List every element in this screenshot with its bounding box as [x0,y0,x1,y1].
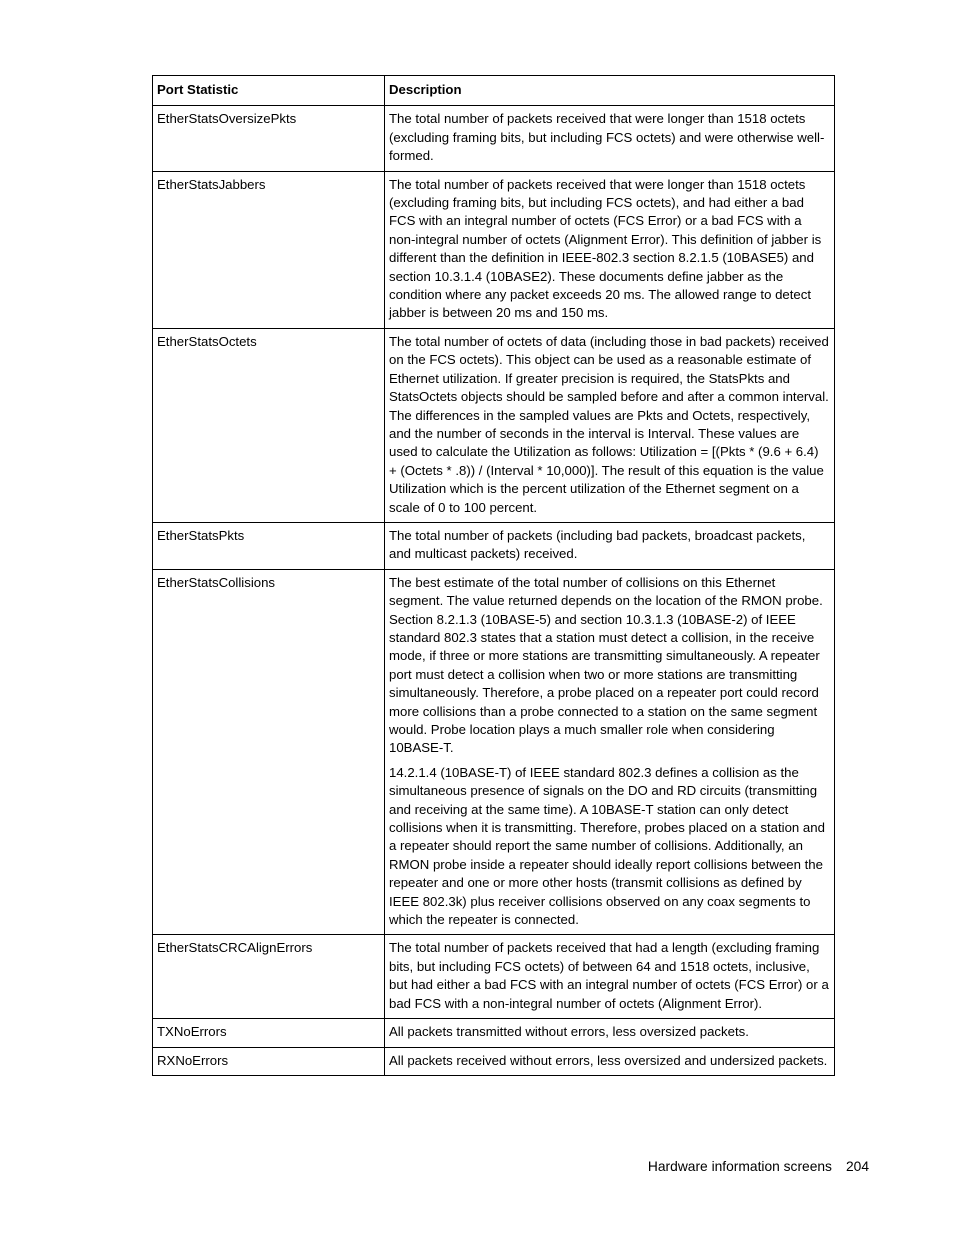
description-paragraph: The total number of packets (including bad packets, broadcast packets, and multicast packets) received. [389,527,806,562]
statistic-name: RXNoErrors [153,1047,385,1075]
column-header-port-statistic: Port Statistic [153,76,385,106]
table-row [153,1047,835,1075]
page-number: 204 [845,1159,869,1174]
footer-section-title: Hardware information screens [647,1159,832,1174]
statistic-name: TXNoErrors [153,1019,385,1047]
description-paragraph: The total number of packets received that were longer than 1518 octets (excluding framing bits, but including FCS octets), and had either a bad FCS with an integral number of octets (FCS Error) or a bad FCS with a non-integral number of octets (Alignment Error). This definition of jabber is different than the definition in IEEE-802.3 section 8.2.1.5 (10BASE5) and section 10.3.1.4 (10BASE2). These documents define jabber as the condition where any packet exceeds 20 ms. The allowed range to detect jabber is between 20 ms and 150 ms. [389,176,822,321]
statistic-description [385,171,835,328]
table-row [153,106,835,171]
table-row [153,522,835,569]
statistic-description [385,935,835,1019]
description-paragraph: The total number of packets received that had a length (excluding framing bits, but including FCS octets) of between 64 and 1518 octets, inclusive, but had either a bad FCS with an integral number of octets (FCS Error) or a bad FCS with a non-integral number of octets (Alignment Error). [389,940,829,1011]
statistic-description [385,106,835,171]
statistic-description [385,1047,835,1075]
description-paragraph: All packets transmitted without errors, less oversized packets. [389,1024,749,1040]
table-row [153,935,835,1019]
column-header-description: Description [385,76,835,106]
description-paragraph: All packets received without errors, less oversized and undersized packets. [389,1052,828,1068]
statistic-name: EtherStatsOctets [153,328,385,522]
statistic-description [385,328,835,522]
table-header-row [153,76,835,106]
statistic-name: EtherStatsJabbers [153,171,385,328]
statistic-name: EtherStatsPkts [153,522,385,569]
table-row [153,171,835,328]
table-row [153,1019,835,1047]
statistic-description [385,569,835,935]
description-paragraph: The total number of octets of data (including those in bad packets) received on the FCS octets). This object can be used as a reasonable estimate of Ethernet utilization. If greater precision is required, the StatsPkts and StatsOctets objects should be sampled before and after a common interval. The differences in the sampled values are Pkts and Octets, respectively, and the number of seconds in the interval is Interval. These values are used to calculate the Utilization as follows: Utilization = [(Pkts * (9.6 + 6.4) + (Octets * .8)) / (Interval * 10,000)]. The result of this equation is the value Utilization which is the percent utilization of the Ethernet segment on a scale of 0 to 100 percent. [389,333,829,515]
port-statistics-table [152,75,835,1076]
page-footer [648,1159,869,1174]
description-paragraph: The total number of packets received that were longer than 1518 octets (excluding framing bits, but including FCS octets) and were otherwise well-formed. [389,111,825,164]
statistic-name: EtherStatsCRCAlignErrors [153,935,385,1019]
statistic-name: EtherStatsOversizePkts [153,106,385,171]
table-row [153,328,835,522]
description-paragraph: 14.2.1.4 (10BASE-T) of IEEE standard 802.3 defines a collision as the simultaneous presence of signals on the DO and RD circuits (transmitting and receiving at the same time). A 10BASE-T station can only detect collisions when it is transmitting. Therefore, probes placed on a station and a repeater should report the same number of collisions. Additionally, an RMON probe inside a repeater should ideally report collisions between the repeater and one or more other hosts (transmit collisions as defined by IEEE 802.3k) plus receiver collisions observed on any coax segments to which the repeater is connected. [389,764,825,928]
statistic-name: EtherStatsCollisions [153,569,385,935]
table-row [153,569,835,935]
description-paragraph: The best estimate of the total number of collisions on this Ethernet segment. The value returned depends on the location of the RMON probe. Section 8.2.1.3 (10BASE-5) and section 10.3.1.3 (10BASE-2) of IEEE standard 802.3 states that a station must detect a collision, in the receive mode, if three or more stations are transmitting simultaneously. A repeater port must detect a collision when two or more stations are transmitting simultaneously. Therefore, a probe placed on a repeater port could record more collisions than a probe connected to a station on the same segment would. Probe location plays a much smaller role when considering 10BASE-T. [389,574,823,756]
statistic-description [385,1019,835,1047]
statistic-description [385,522,835,569]
